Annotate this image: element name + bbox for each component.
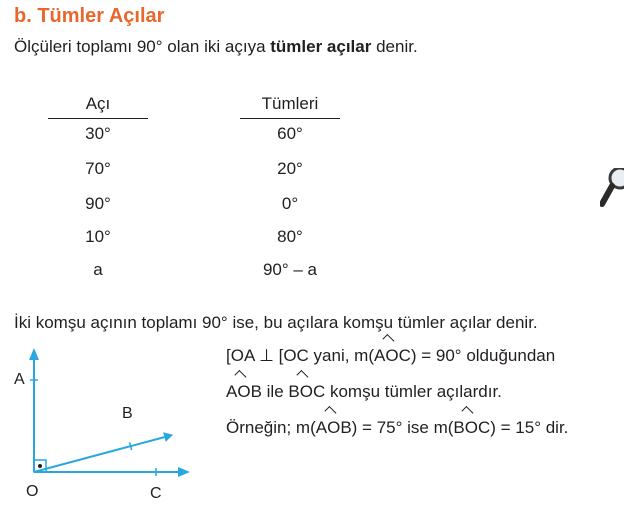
ray-ob bbox=[34, 437, 164, 472]
section-heading: b. Tümler Açılar bbox=[14, 5, 165, 27]
explanation-line-3 bbox=[226, 418, 568, 438]
table-header-complement: Tümleri bbox=[261, 94, 319, 113]
label-c: C bbox=[150, 485, 162, 502]
complement-cell: 80° bbox=[277, 227, 303, 246]
adjacent-complementary-definition: İki komşu açının toplamı 90° ise, bu açılara komşu tümler açılar denir. bbox=[14, 313, 538, 332]
hat-vertex: O bbox=[464, 418, 478, 437]
label-o: O bbox=[26, 483, 39, 500]
explanation-line-1 bbox=[226, 346, 555, 366]
hat-vertex: O bbox=[299, 382, 313, 401]
complement-cell: 90° – a bbox=[262, 260, 318, 279]
text: C) = 90° olduğundan bbox=[398, 346, 556, 365]
right-angle-dot bbox=[38, 464, 42, 468]
explanation-line-2 bbox=[226, 382, 502, 402]
table-header-rule bbox=[240, 118, 340, 119]
angle-cell: 70° bbox=[85, 159, 111, 178]
hat-vertex: O bbox=[385, 346, 399, 365]
angle-cell: 90° bbox=[85, 194, 111, 213]
angle-cell: a bbox=[93, 260, 103, 279]
complement-cell: 0° bbox=[281, 194, 299, 213]
arrow-a bbox=[29, 348, 39, 360]
angle-diagram bbox=[0, 340, 210, 510]
angle-cell: 30° bbox=[85, 124, 111, 143]
text: C) = 15° dir. bbox=[477, 418, 569, 437]
hat-vertex: O bbox=[237, 382, 251, 401]
definition-suffix: denir. bbox=[371, 37, 418, 56]
table-header-angle: Açı bbox=[85, 94, 111, 113]
definition-prefix: Ölçüleri toplamı 90° olan iki açıya bbox=[14, 37, 271, 56]
definition-term: tümler açılar bbox=[270, 37, 372, 56]
text: B) = 75° ise m(B bbox=[340, 418, 465, 437]
magnifier-icon bbox=[600, 168, 624, 214]
angle-cell: 10° bbox=[85, 227, 111, 246]
label-a: A bbox=[14, 371, 25, 388]
text: [OA ⊥ [OC yani, m(A bbox=[226, 346, 386, 365]
complement-cell: 60° bbox=[277, 124, 303, 143]
label-b: B bbox=[122, 405, 133, 422]
complement-cell: 20° bbox=[277, 159, 303, 178]
arrow-b bbox=[163, 432, 173, 442]
table-header-rule bbox=[48, 118, 148, 119]
text: A bbox=[226, 382, 238, 401]
text: Örneğin; m(A bbox=[226, 418, 328, 437]
hat-vertex: O bbox=[327, 418, 341, 437]
text: B ile B bbox=[250, 382, 300, 401]
arrow-c bbox=[178, 467, 190, 477]
text: C komşu tümler açılardır. bbox=[312, 382, 502, 401]
complementary-definition bbox=[14, 37, 418, 57]
tick-b bbox=[130, 442, 132, 450]
